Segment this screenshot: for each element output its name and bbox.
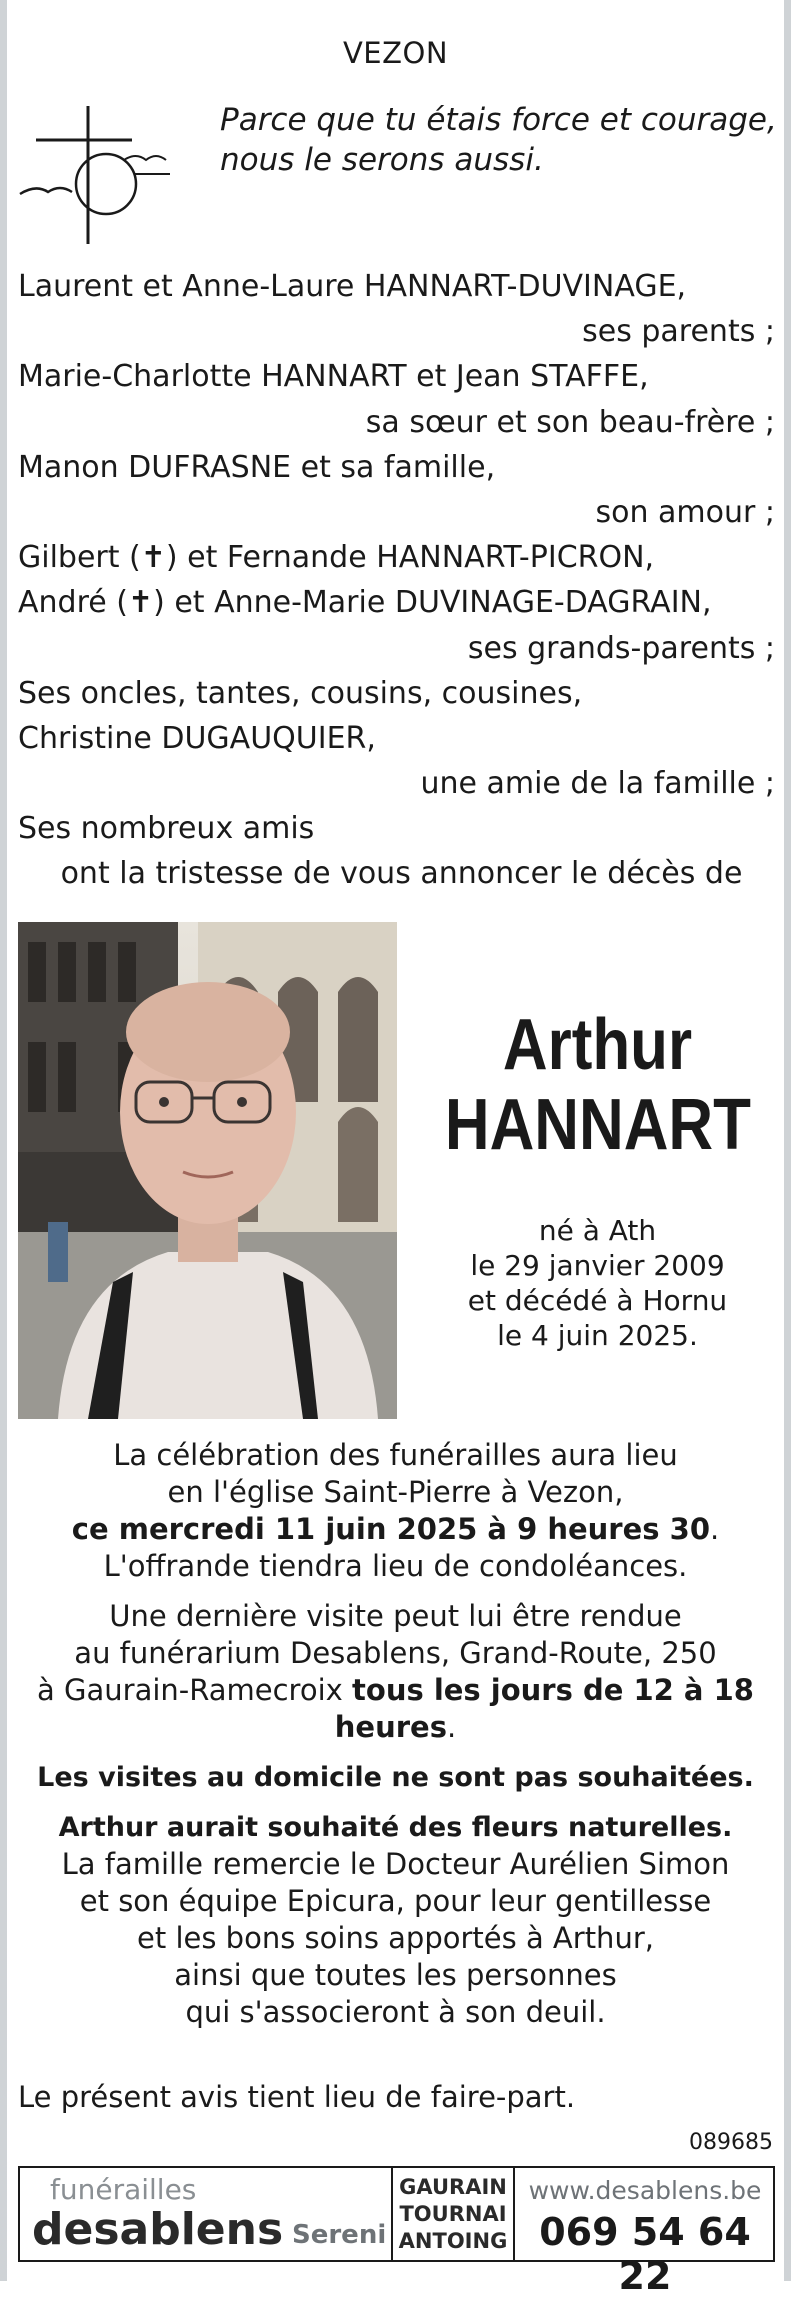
family-line: Manon DUFRASNE et sa famille, (18, 449, 496, 485)
reference-number: 089685 (689, 2130, 773, 2155)
thanks-line: La famille remercie le Docteur Aurélien Simon (61, 1847, 730, 1881)
thanks-line: qui s'associeront à son deuil. (185, 1995, 606, 2029)
town: ANTOING (398, 2229, 508, 2253)
phone-number[interactable]: 069 54 64 22 (539, 2210, 751, 2298)
family-line: Marie-Charlotte HANNART et Jean STAFFE, (18, 359, 649, 395)
brand-tagline: funérailles (50, 2173, 197, 2206)
family-line: sa sœur et son beau-frère ; (365, 404, 775, 440)
family-line: André (✝) et Anne-Marie DUVINAGE-DAGRAIN, (18, 585, 712, 621)
family-line: une amie de la famille ; (420, 766, 775, 802)
family-line: Ses oncles, tantes, cousins, cousines, (18, 675, 583, 711)
birth-death-info (420, 1213, 775, 1353)
birth-place: né à Ath (538, 1214, 657, 1247)
death-date: le 4 juin 2025. (497, 1319, 698, 1352)
family-line: Gilbert (✝) et Fernande HANNART-PICRON, (18, 540, 655, 576)
no-home-visits: Les visites au domicile ne sont pas souhaitées. (37, 1762, 754, 1793)
quote-line: nous le serons aussi. (220, 142, 544, 178)
visit-line: au funérarium Desablens, Grand-Route, 250 (74, 1636, 717, 1670)
visit-hours: tous les jours de 12 à 18 heures (334, 1673, 754, 1744)
page-border-right (784, 0, 791, 2281)
visit-line: Une dernière visite peut lui être rendue (109, 1599, 682, 1633)
footer-divider (513, 2168, 515, 2260)
closing-notice: Le présent avis tient lieu de faire-part. (18, 2080, 576, 2114)
town: TOURNAI (399, 2202, 507, 2226)
deceased-block (420, 1005, 775, 1353)
family-line: Ses nombreux amis (18, 811, 315, 847)
offering-line: L'offrande tiendra lieu de condoléances. (103, 1549, 688, 1583)
death-place: et décédé à Hornu (467, 1284, 728, 1317)
family-line: Laurent et Anne-Laure HANNART-DUVINAGE, (18, 269, 687, 304)
funeral-home-footer (18, 2166, 775, 2298)
family-line: ont la tristesse de vous annoncer le décès de (60, 856, 743, 892)
deceased-last-name: HANNART (444, 1085, 751, 1165)
deceased-first-name: Arthur (502, 1005, 693, 1085)
family-line: ses parents ; (582, 314, 775, 350)
cross-bird-icon (14, 98, 174, 248)
thanks-line: ainsi que toutes les personnes (174, 1958, 617, 1992)
page-border-left (0, 0, 7, 2281)
visit-line (14, 1672, 777, 1746)
ceremony-date (14, 1511, 777, 1548)
family-line: Christine DUGAUQUIER, (18, 720, 376, 756)
family-line: son amour ; (595, 494, 775, 530)
ceremony-info (14, 1437, 777, 2031)
ceremony-line: La célébration des funérailles aura lieu (113, 1438, 678, 1472)
birth-date: le 29 janvier 2009 (470, 1249, 725, 1282)
thanks-line: et son équipe Epicura, pour leur gentillesse (79, 1884, 712, 1918)
flowers-note: Arthur aurait souhaité des fleurs naturelles. (58, 1812, 733, 1843)
town-list (393, 2174, 513, 2255)
family-list (18, 264, 775, 897)
thanks-line: et les bons soins apportés à Arthur, (137, 1921, 654, 1955)
family-line: ses grands-parents ; (467, 630, 775, 666)
visit-line-start: à Gaurain-Ramecroix (37, 1673, 353, 1707)
brand-sub: Sereni (292, 2220, 387, 2250)
quote-line: Parce que tu étais force et courage, (220, 102, 777, 138)
website-link[interactable]: www.desablens.be (528, 2176, 762, 2205)
visit-line-end: . (446, 1710, 457, 1744)
ceremony-date-end: . (710, 1512, 720, 1546)
quote (220, 100, 780, 180)
town: GAURAIN (399, 2175, 507, 2199)
brand-logo: desablens (32, 2204, 284, 2255)
city-heading: VEZON (342, 36, 449, 70)
ceremony-date-bold: ce mercredi 11 juin 2025 à 9 heures 30 (71, 1512, 710, 1546)
deceased-photo (18, 922, 397, 1419)
ceremony-line: en l'église Saint-Pierre à Vezon, (167, 1475, 624, 1509)
